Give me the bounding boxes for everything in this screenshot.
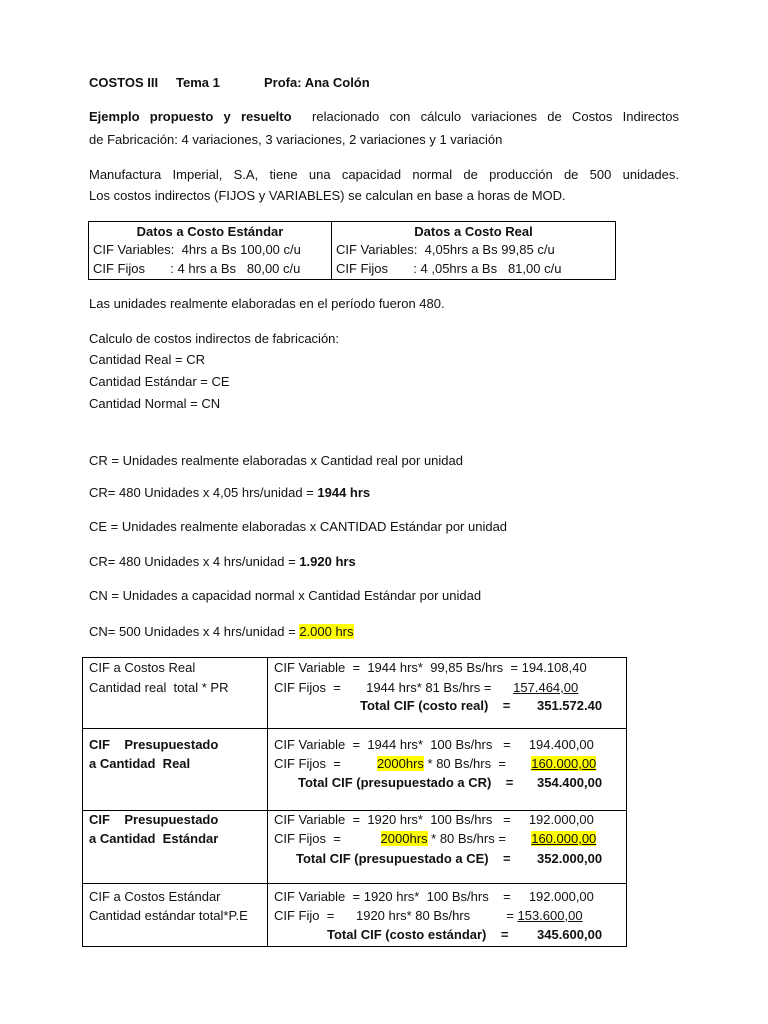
cn-formula: CN = Unidades a capacidad normal x Cantidad Estándar por unidad xyxy=(89,588,482,603)
row1-label-2: Cantidad real total * PR xyxy=(89,680,229,695)
cr-result: 1944 hrs xyxy=(317,485,371,500)
row1-fixed-value: 157.464,00 xyxy=(513,680,579,695)
company-line-2: Los costos indirectos (FIJOS y VARIABLES) se calculan en base a horas de MOD. xyxy=(89,188,566,203)
row3-label-2: a Cantidad Estándar xyxy=(89,831,219,846)
row2-fixed-rate: * 80 Bs/hrs = xyxy=(423,756,532,771)
row4-fixed xyxy=(274,908,583,924)
row3-variable: CIF Variable = 1920 hrs* 100 Bs/hrs = 192.000,00 xyxy=(274,812,594,827)
ce-calc-text: CR= 480 Unidades x 4 hrs/unidad = xyxy=(89,554,300,569)
row4-total-value: 345.600,00 xyxy=(537,927,603,942)
row3-fixed-rate: * 80 Bs/hrs = xyxy=(427,831,532,846)
calc-intro-title: Calculo de costos indirectos de fabricación: xyxy=(89,331,340,346)
row1-fixed xyxy=(274,680,578,696)
row4-label-2: Cantidad estándar total*P.E xyxy=(89,908,248,923)
row2-fixed-hours: 2000hrs xyxy=(376,756,424,771)
ce-calculation xyxy=(89,554,356,570)
real-fixed-row: CIF Fijos : 4 ,05hrs a Bs 81,00 c/u xyxy=(336,261,562,276)
row1-total-label: Total CIF (costo real) = xyxy=(360,698,511,713)
row1-label-1: CIF a Costos Real xyxy=(89,660,196,675)
row4-fixed-value: 153.600,00 xyxy=(517,908,583,923)
ce-formula: CE = Unidades realmente elaboradas x CANTIDAD Estándar por unidad xyxy=(89,519,508,534)
cr-calculation xyxy=(89,485,370,501)
row2-total-label: Total CIF (presupuestado a CR) = xyxy=(298,775,514,790)
row3-total-value: 352.000,00 xyxy=(537,851,603,866)
row1-total-value: 351.572.40 xyxy=(537,698,603,713)
cn-result: 2.000 hrs xyxy=(299,624,354,639)
intro-line1-rest: relacionado con cálculo variaciones de Costos Indirectos xyxy=(312,109,679,124)
intro-bold-lead: Ejemplo propuesto y resuelto xyxy=(89,109,292,124)
row-divider xyxy=(83,728,626,729)
cn-definition: Cantidad Normal = CN xyxy=(89,396,221,411)
row2-fixed-text: CIF Fijos = xyxy=(274,756,377,771)
teacher-name: Profa: Ana Colón xyxy=(264,75,370,90)
cn-calc-text: CN= 500 Unidades x 4 hrs/unidad = xyxy=(89,624,300,639)
row3-fixed-hours: 2000hrs xyxy=(380,831,428,846)
row3-total-label: Total CIF (presupuestado a CE) = xyxy=(296,851,511,866)
standard-fixed-row: CIF Fijos : 4 hrs a Bs 80,00 c/u xyxy=(93,261,301,276)
row4-variable: CIF Variable = 1920 hrs* 100 Bs/hrs = 192.000,00 xyxy=(274,889,594,904)
cn-calculation xyxy=(89,624,354,640)
course-name: COSTOS III xyxy=(89,75,159,90)
row2-variable: CIF Variable = 1944 hrs* 100 Bs/hrs = 194.400,00 xyxy=(274,737,594,752)
row2-label-2: a Cantidad Real xyxy=(89,756,191,771)
company-line-1: Manufactura Imperial, S.A, tiene una capacidad normal de producción de 500 unidades. xyxy=(89,167,679,182)
row3-fixed xyxy=(274,831,596,847)
row3-fixed-value: 160.000,00 xyxy=(531,831,597,846)
row1-fixed-text: CIF Fijos = 1944 hrs* 81 Bs/hrs = xyxy=(274,680,514,695)
column-divider xyxy=(267,658,268,946)
row4-fixed-text: CIF Fijo = 1920 hrs* 80 Bs/hrs = xyxy=(274,908,518,923)
row4-total-label: Total CIF (costo estándar) = xyxy=(327,927,509,942)
standard-variable-row: CIF Variables: 4hrs a Bs 100,00 c/u xyxy=(93,242,301,257)
standard-cost-header: Datos a Costo Estándar xyxy=(136,224,284,239)
ce-result: 1.920 hrs xyxy=(299,554,356,569)
row1-variable: CIF Variable = 1944 hrs* 99,85 Bs/hrs = 194.108,40 xyxy=(274,660,587,675)
real-cost-header: Datos a Costo Real xyxy=(414,224,533,239)
cr-definition: Cantidad Real = CR xyxy=(89,352,205,367)
row3-label-1: CIF Presupuestado xyxy=(89,812,219,827)
row4-label-1: CIF a Costos Estándar xyxy=(89,889,221,904)
standard-cost-column xyxy=(89,222,332,279)
row-divider xyxy=(83,883,626,884)
row2-fixed xyxy=(274,756,596,772)
intro-line-1 xyxy=(89,109,679,125)
row2-label-1: CIF Presupuestado xyxy=(89,737,219,752)
units-produced-line: Las unidades realmente elaboradas en el período fueron 480. xyxy=(89,296,445,311)
real-cost-column xyxy=(332,222,615,279)
cif-calculation-table xyxy=(82,657,627,947)
row2-fixed-value: 160.000,00 xyxy=(531,756,597,771)
row2-total-value: 354.400,00 xyxy=(537,775,603,790)
cr-calc-text: CR= 480 Unidades x 4,05 hrs/unidad = xyxy=(89,485,318,500)
cr-formula: CR = Unidades realmente elaboradas x Cantidad real por unidad xyxy=(89,453,463,468)
real-variable-row: CIF Variables: 4,05hrs a Bs 99,85 c/u xyxy=(336,242,555,257)
row-divider xyxy=(83,810,626,811)
data-table xyxy=(88,221,616,280)
intro-line-2: de Fabricación: 4 variaciones, 3 variaciones, 2 variaciones y 1 variación xyxy=(89,132,503,147)
row3-fixed-text: CIF Fijos = xyxy=(274,831,381,846)
topic-name: Tema 1 xyxy=(176,75,220,90)
ce-definition: Cantidad Estándar = CE xyxy=(89,374,230,389)
